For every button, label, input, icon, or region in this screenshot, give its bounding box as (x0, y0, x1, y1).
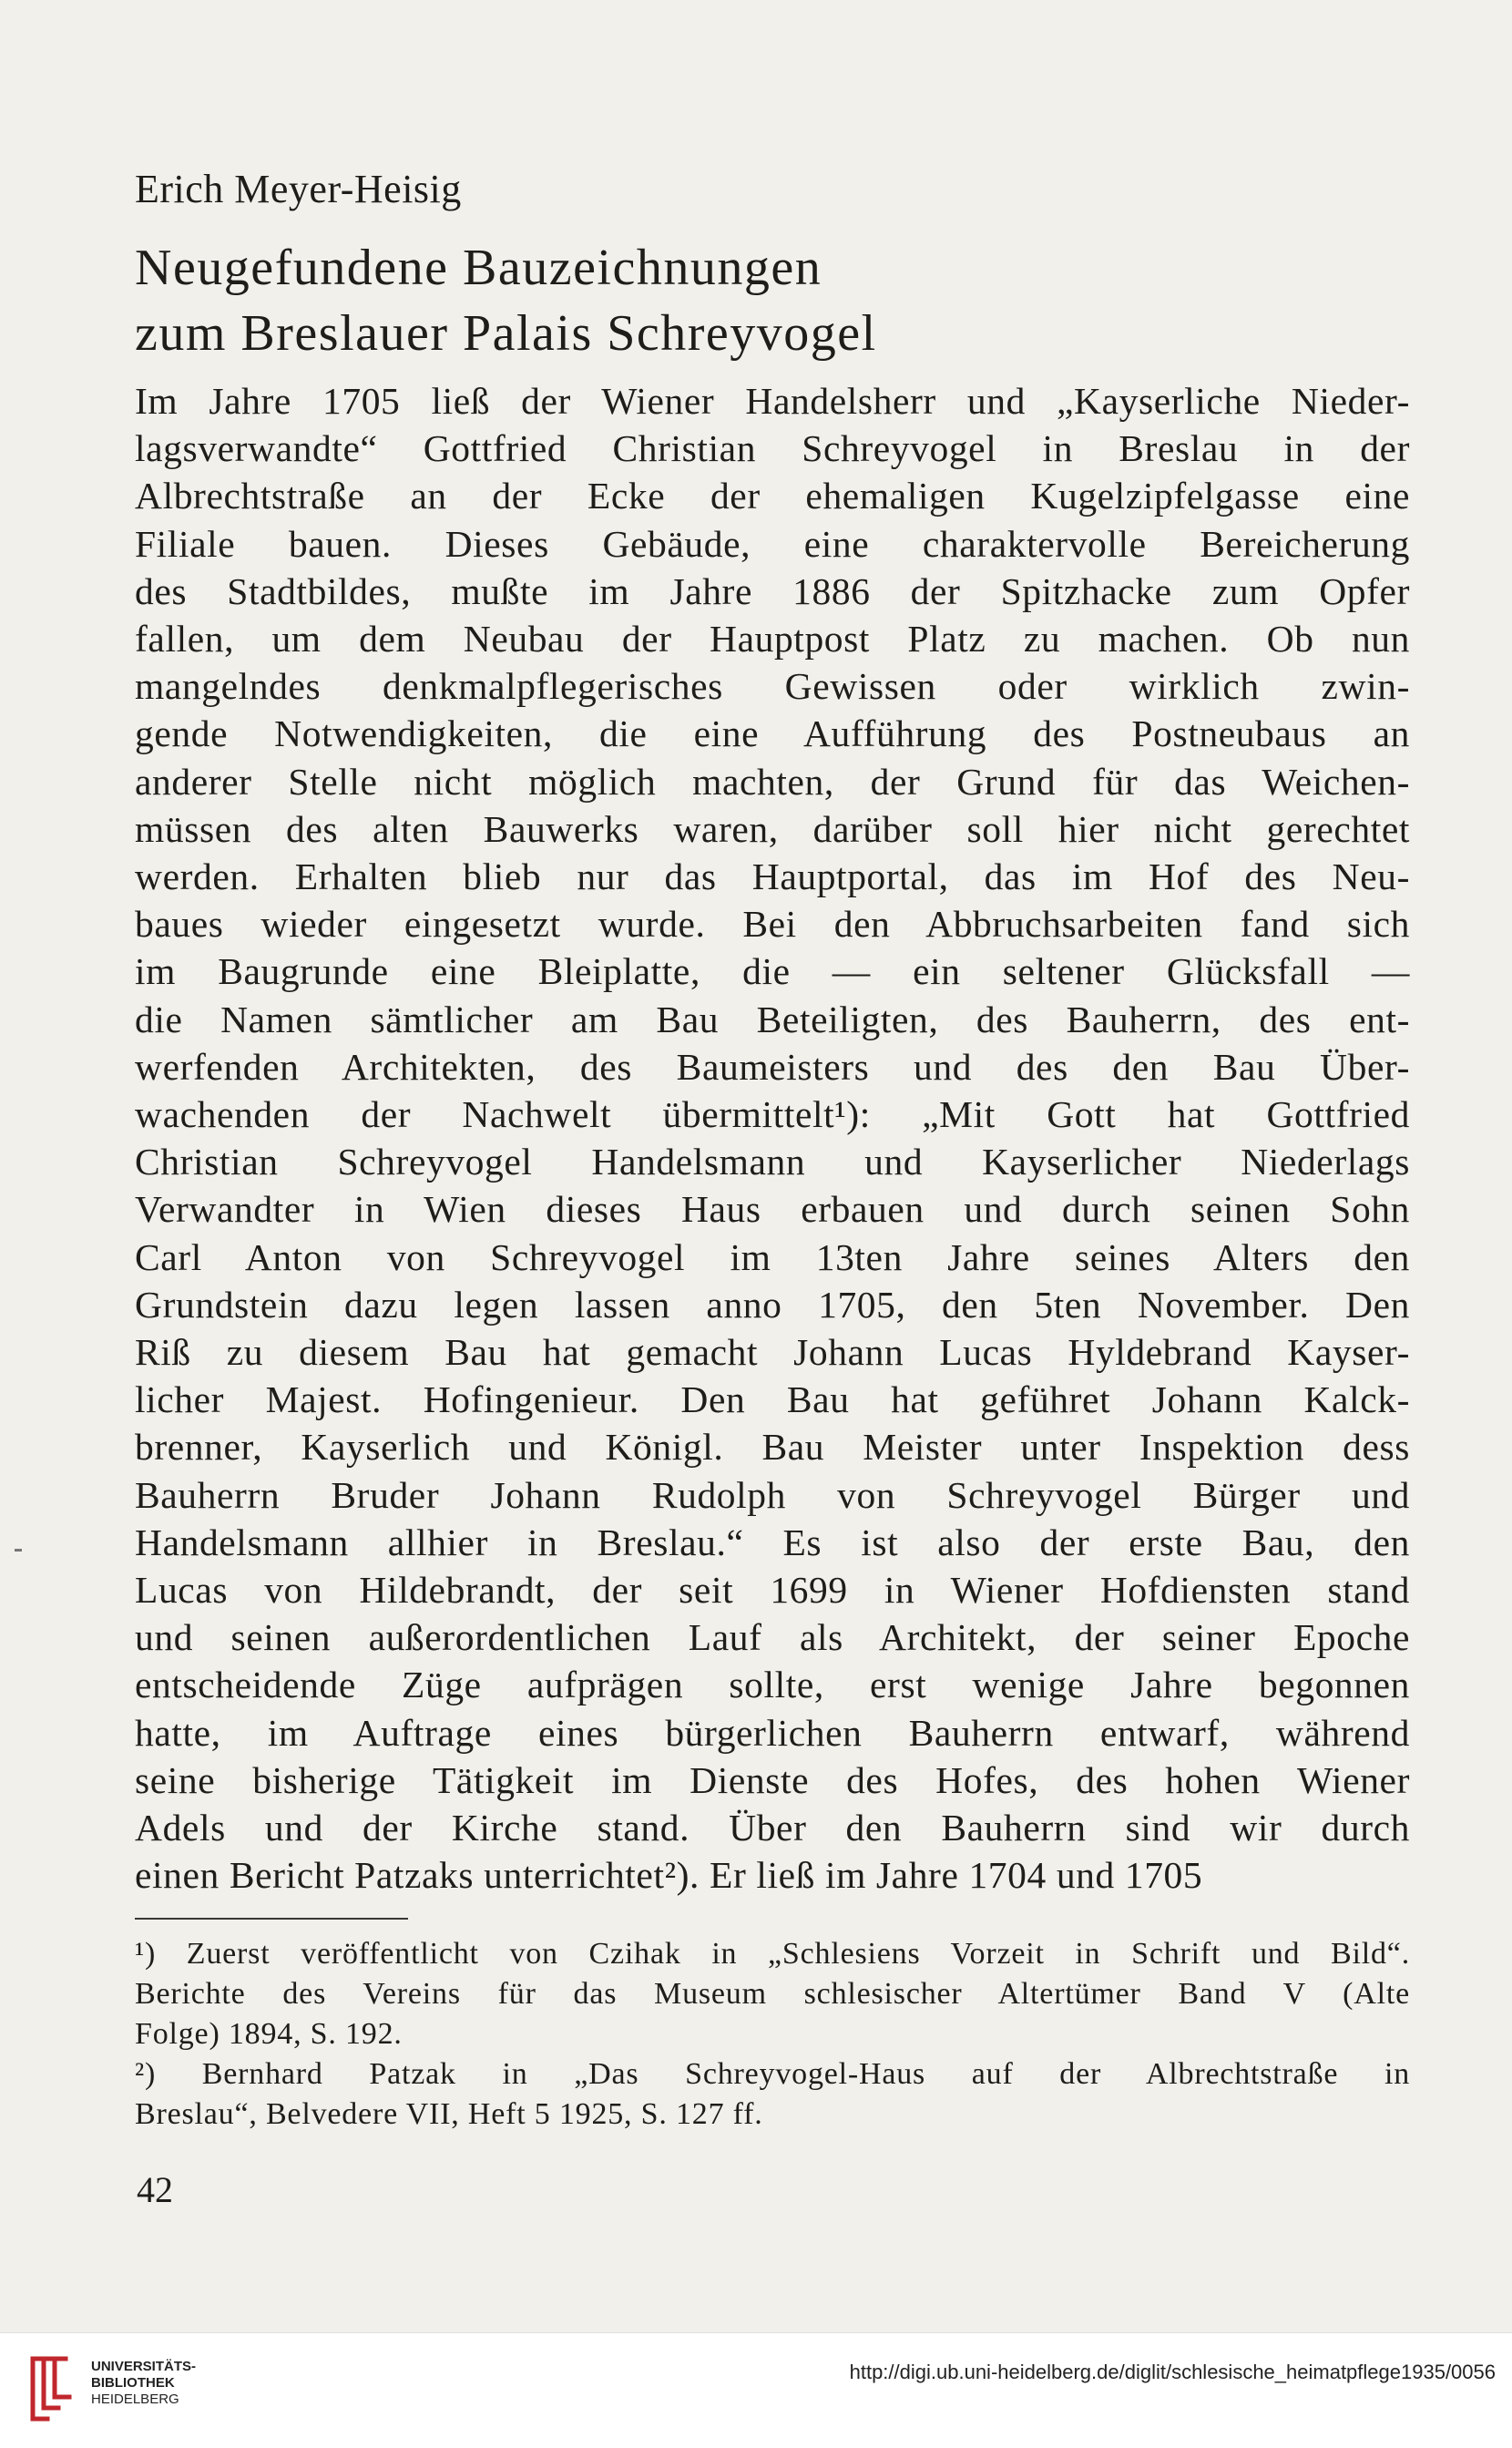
article-title (135, 235, 1410, 366)
body-line: müssen des alten Bauwerks waren, darüber soll hier nicht gerechtet (135, 807, 1410, 850)
body-line: entscheidende Züge aufprägen sollte, erst wenige Jahre begonnen (135, 1664, 1410, 1706)
body-line: Carl Anton von Schreyvogel im 13ten Jahre seines Alters den (135, 1235, 1410, 1278)
title-line-2: zum Breslauer Palais Schreyvogel (135, 305, 877, 362)
footnote-line: Breslau“, Belvedere VII, Heft 5 1925, S. 127 ff. (135, 2096, 763, 2131)
footer-bar (0, 2332, 1512, 2448)
body-line: brenner, Kayserlich und Königl. Bau Meister unter Inspektion dess (135, 1426, 1410, 1469)
body-line: Filiale bauen. Dieses Gebäude, eine charaktervolle Bereicherung (135, 522, 1410, 565)
body-line: Riß zu diesem Bau hat gemacht Johann Lucas Hyldebrand Kayser- (135, 1331, 1410, 1374)
body-line: Handelsmann allhier in Breslau.“ Es ist also der erste Bau, den (135, 1521, 1410, 1563)
library-name-line-1: UNIVERSITÄTS- (91, 2359, 197, 2374)
body-line: lagsverwandte“ Gottfried Christian Schreyvogel in Breslau in der (135, 427, 1410, 470)
body-line: einen Bericht Patzaks unterrichtet²). Er ließ im Jahre 1704 und 1705 (135, 1854, 1203, 1897)
body-line: die Namen sämtlicher am Bau Beteiligten, des Bauherrn, des ent- (135, 998, 1410, 1040)
footnote-line: Berichte des Vereins für das Museum schlesischer Altertümer Band V (Alte (135, 1976, 1410, 2011)
body-line: und seinen außerordentlichen Lauf als Architekt, der seiner Epoche (135, 1616, 1410, 1659)
body-line: seine bisherige Tätigkeit im Dienste des Hofes, des hohen Wiener (135, 1758, 1410, 1801)
library-name (91, 2359, 196, 2408)
body-line: fallen, um dem Neubau der Hauptpost Platz zu machen. Ob nun (135, 618, 1410, 661)
body-line: Lucas von Hildebrandt, der seit 1699 in Wiener Hofdiensten stand (135, 1569, 1410, 1612)
body-line: Bauherrn Bruder Johann Rudolph von Schreyvogel Bürger und (135, 1473, 1410, 1516)
body-line: werfenden Architekten, des Baumeisters und des den Bau Über- (135, 1045, 1410, 1088)
footnote-line: ²) Bernhard Patzak in „Das Schreyvogel-Haus auf der Albrechtstraße in (135, 2056, 1410, 2091)
body-line: wachenden der Nachwelt übermittelt¹): „Mit Gott hat Gottfried (135, 1093, 1410, 1136)
body-line: Christian Schreyvogel Handelsmann und Kayserlicher Niederlags (135, 1141, 1410, 1183)
body-line: mangelndes denkmalpflegerisches Gewissen oder wirklich zwin- (135, 665, 1410, 708)
margin-mark (15, 1549, 22, 1552)
body-line: im Baugrunde eine Bleiplatte, die — ein seltener Glücksfall — (135, 950, 1410, 993)
body-line: Albrechtstraße an der Ecke der ehemaligen Kugelzipfelgasse eine (135, 475, 1410, 517)
library-logo-icon (24, 2351, 80, 2426)
body-line: gende Notwendigkeiten, die eine Aufführung des Postneubaus an (135, 712, 1410, 755)
body-line: hatte, im Auftrage eines bürgerlichen Bauherrn entwarf, während (135, 1711, 1410, 1754)
article (135, 162, 1410, 2135)
body-line: des Stadtbildes, mußte im Jahre 1886 der Spitzhacke zum Opfer (135, 569, 1410, 612)
body-text (135, 377, 1410, 1900)
body-line: Grundstein dazu legen lassen anno 1705, den 5ten November. Den (135, 1283, 1410, 1326)
footnote-line: Folge) 1894, S. 192. (135, 2016, 403, 2051)
footnote-divider (135, 1918, 408, 1920)
title-line-1: Neugefundene Bauzeichnungen (135, 240, 822, 296)
body-line: licher Majest. Hofingenieur. Den Bau hat geführet Johann Kalck- (135, 1378, 1410, 1421)
body-line: Verwandter in Wien dieses Haus erbauen und durch seinen Sohn (135, 1188, 1410, 1231)
page-number: 42 (137, 2169, 173, 2210)
library-name-line-3: HEIDELBERG (91, 2392, 179, 2407)
body-line: baues wieder eingesetzt wurde. Bei den Abbruchsarbeiten fand sich (135, 903, 1410, 946)
library-name-line-2: BIBLIOTHEK (91, 2375, 175, 2391)
author-name: Erich Meyer-Heisig (135, 167, 462, 211)
footnotes (135, 1934, 1410, 2135)
body-line: Im Jahre 1705 ließ der Wiener Handelsherr und „Kayserliche Nieder- (135, 380, 1410, 422)
body-line: werden. Erhalten blieb nur das Hauptportal, das im Hof des Neu- (135, 855, 1410, 898)
footnote-line: ¹) Zuerst veröffentlicht von Czihak in „Schlesiens Vorzeit in Schrift und Bild“. (135, 1936, 1410, 1971)
body-line: Adels und der Kirche stand. Über den Bauherrn sind wir durch (135, 1807, 1410, 1849)
body-line: anderer Stelle nicht möglich machten, der Grund für das Weichen- (135, 760, 1410, 803)
source-url[interactable]: http://digi.ub.uni-heidelberg.de/diglit/schlesische_heimatpflege1935/0056 (849, 2361, 1496, 2383)
